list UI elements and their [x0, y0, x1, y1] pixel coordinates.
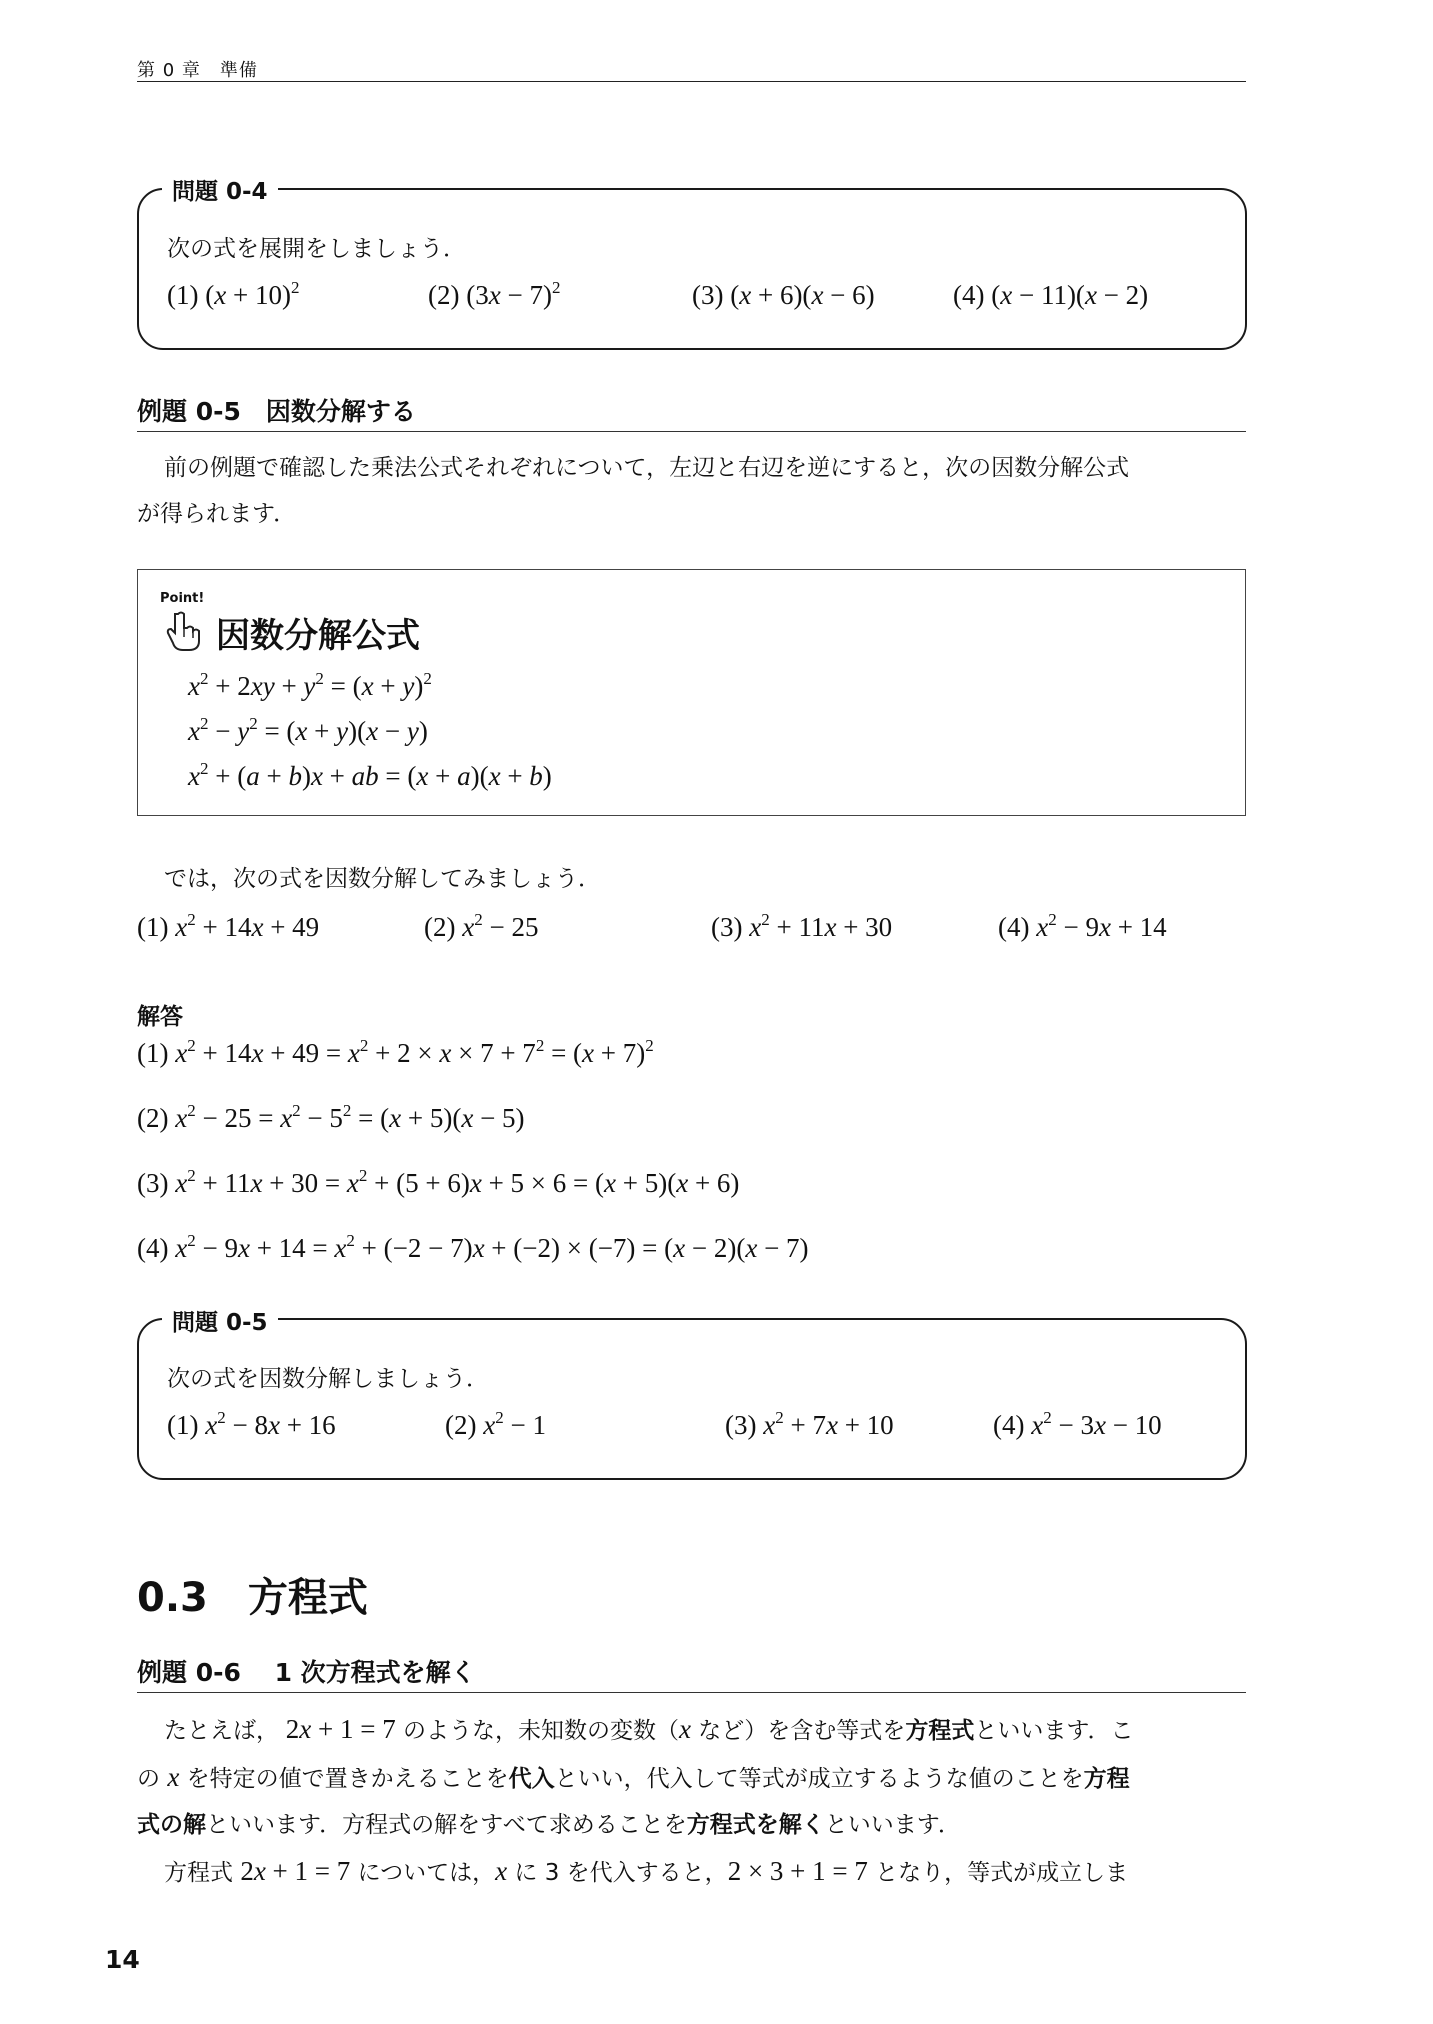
problem-0-4-item-3: (3) (x + 6)(x − 6) — [692, 280, 875, 310]
problem-0-4-box — [137, 188, 1247, 350]
body-line-4: 方程式 2x + 1 = 7 については，x に 3 を代入すると，2 × 3 + 1 = 7 となり，等式が成立しま — [164, 1856, 1129, 1886]
page-number: 14 — [105, 1945, 140, 1974]
point-title: 因数分解公式 — [216, 616, 420, 656]
header-rule — [137, 81, 1246, 82]
example-0-5-item-1: (1) $x^2 + 14x + 49$ — [137, 910, 320, 942]
intro-line-1: 前の例題で確認した乗法公式それぞれについて，左辺と右辺を逆にすると，次の因数分解公式 — [164, 455, 1130, 481]
problem-0-5-item-2: (2) $x^2 - 1$ — [445, 1408, 546, 1440]
answer-heading: 解答 — [137, 1004, 183, 1030]
answer-2: (2) $x^2 - 25 = x^2 - 5^2 = (x + 5)(x - 5)$ — [137, 1101, 525, 1133]
example-0-5-intro — [137, 445, 1246, 537]
example-0-5-item-3: (3) $x^2 + 11x + 30$ — [711, 910, 893, 942]
problem-0-5-item-3: (3) $x^2 + 7x + 10$ — [725, 1408, 894, 1440]
example-0-6-body — [137, 1706, 1246, 1896]
body-line-2: の x を特定の値で置きかえることを代入といい，代入して等式が成立するような値のことを方程 — [137, 1762, 1130, 1792]
problem-0-4-label: 問題 0-4 — [162, 173, 278, 206]
answer-3: (3) $x^2 + 11x + 30 = x^2 + (5 + 6)x + 5 \times 6 = (x + 5)(x + 6)$ — [137, 1166, 740, 1198]
answer-1: (1) $x^2 + 14x + 49 = x^2 + 2 \times x \times 7 + 7^2 = (x + 7)^2$ — [137, 1036, 654, 1068]
problem-0-4-item-2: (2) $(3x - 7)^2$ — [428, 278, 561, 310]
example-0-5-rule — [137, 431, 1246, 432]
intro-line-2: が得られます． — [137, 501, 297, 527]
formula-1: $x^2 + 2xy + y^2 = (x + y)^2$ — [188, 669, 432, 701]
answer-4: (4) $x^2 - 9x + 14 = x^2 + (-2 - 7)x + (-2) \times (-7) = (x - 2)(x - 7)$ — [137, 1231, 809, 1263]
pointing-hand-icon — [166, 610, 204, 652]
body-line-3: 式の解といいます．方程式の解をすべて求めることを方程式を解くといいます． — [137, 1812, 961, 1838]
example-0-6-rule — [137, 1692, 1246, 1693]
example-0-5-title: 例題 0-5 因数分解する — [137, 397, 416, 426]
body-line-1: たとえば， 2x + 1 = 7 のような，未知数の変数（x など）を含む等式を方程式といいます．こ — [164, 1714, 1134, 1744]
problem-0-4-instruction: 次の式を展開をしましょう． — [167, 236, 466, 262]
point-badge: Point! — [160, 591, 205, 606]
problem-0-4-item-1: (1) $(x + 10)^2$ — [167, 278, 300, 310]
problem-0-5-box — [137, 1318, 1247, 1480]
problem-0-5-instruction: 次の式を因数分解しましょう． — [167, 1366, 489, 1392]
problem-0-5-label: 問題 0-5 — [162, 1304, 278, 1337]
section-title: 0.3 方程式 — [137, 1575, 368, 1621]
problem-0-5-item-1: (1) $x^2 - 8x + 16$ — [167, 1408, 336, 1440]
example-0-6-title: 例題 0-6 1 次方程式を解く — [137, 1658, 476, 1687]
running-header: 第 0 章 準備 — [137, 60, 258, 81]
example-0-5-item-2: (2) $x^2 - 25$ — [424, 910, 539, 942]
problem-0-5-item-4: (4) $x^2 - 3x - 10$ — [993, 1408, 1162, 1440]
problem-0-4-item-4: (4) (x − 11)(x − 2) — [953, 280, 1149, 310]
example-0-5-item-4: (4) $x^2 - 9x + 14$ — [998, 910, 1167, 942]
formula-3: $x^2 + (a + b)x$ + ab = (x + a)(x + b) — [188, 759, 552, 791]
formula-2: $x^2 - y^2 = (x + y)(x - y)$ — [188, 714, 428, 746]
example-0-5-prompt: では，次の式を因数分解してみましょう． — [164, 866, 601, 892]
